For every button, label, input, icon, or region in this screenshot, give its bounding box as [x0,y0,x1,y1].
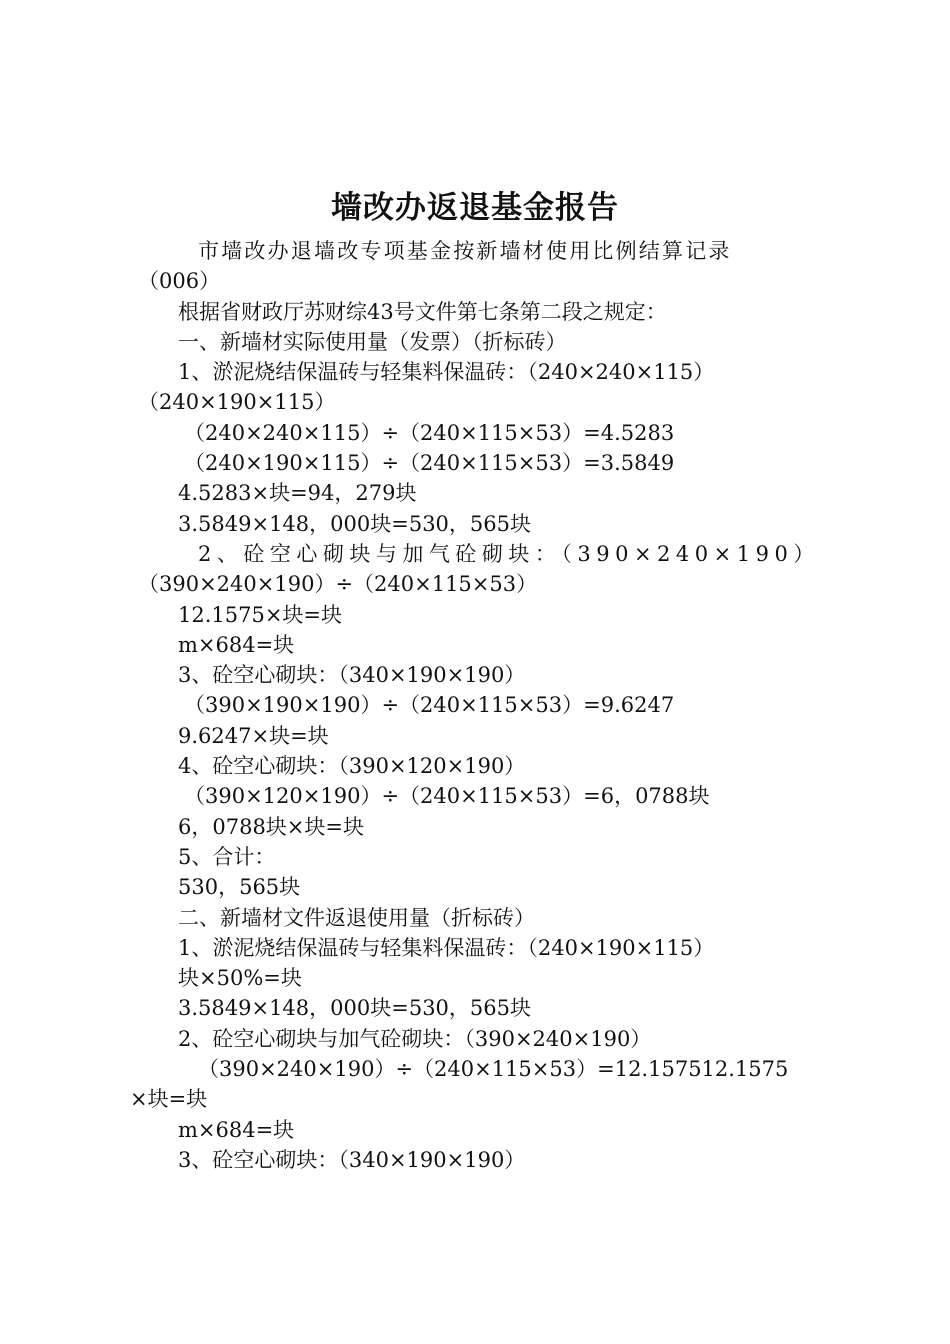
intro-line: 市墙改办退墙改专项基金按新墙材使用比例结算记录 [198,239,732,263]
body-line: （240×190×115） [138,390,336,415]
section-heading: 二、新墙材文件返退使用量（折标砖） [178,905,535,930]
body-line: （240×240×115）÷（240×115×53）=4.5283 [184,420,675,445]
body-line: 12.1575×块=块 [178,602,343,627]
body-line: 根据省财政厅苏财综43号文件第七条第二段之规定： [178,299,667,324]
intro-number: （006） [138,269,221,294]
body-line: 3、砼空心砌块：（340×190×190） [178,1147,526,1172]
body-line: 3.5849×148，000块=530，565块 [178,996,532,1021]
body-line: （390×240×190）÷（240×115×53）=12.157512.1575 [198,1057,789,1082]
body-line: 4、砼空心砌块：（390×120×190） [178,754,526,779]
body-line: （390×120×190）÷（240×115×53）=6，0788块 [184,784,710,809]
body-line: 530，565块 [178,875,301,900]
body-line: m×684=块 [178,632,295,657]
body-line: ×块=块 [130,1087,208,1112]
body-line: 块×50%=块 [178,966,302,991]
body-line: 5、合计： [178,844,276,869]
body-line: 3、砼空心砌块：（340×190×190） [178,663,526,688]
body-line: 2、砼空心砌块与加气砼砌块：（390×240×190） [198,541,820,566]
body-line: 4.5283×块=94，279块 [178,481,417,506]
body-line: 1、淤泥烧结保温砖与轻集料保温砖：（240×240×115） [178,360,715,385]
body-line: （240×190×115）÷（240×115×53）=3.5849 [184,451,675,476]
body-line: 9.6247×块=块 [178,723,329,748]
body-line: 6，0788块×块=块 [178,814,364,839]
body-line: （390×190×190）÷（240×115×53）=9.6247 [184,693,675,718]
body-line: 2、砼空心砌块与加气砼砌块：（390×240×190） [178,1026,652,1051]
body-line: 1、淤泥烧结保温砖与轻集料保温砖：（240×190×115） [178,935,715,960]
document-body [130,236,833,1175]
body-line: （390×240×190）÷（240×115×53） [138,572,538,597]
section-heading: 一、新墙材实际使用量（发票）（折标砖） [178,329,567,354]
body-line: 3.5849×148，000块=530，565块 [178,511,532,536]
body-line: m×684=块 [178,1117,295,1142]
document-title: 墙改办返退基金报告 [331,190,619,226]
